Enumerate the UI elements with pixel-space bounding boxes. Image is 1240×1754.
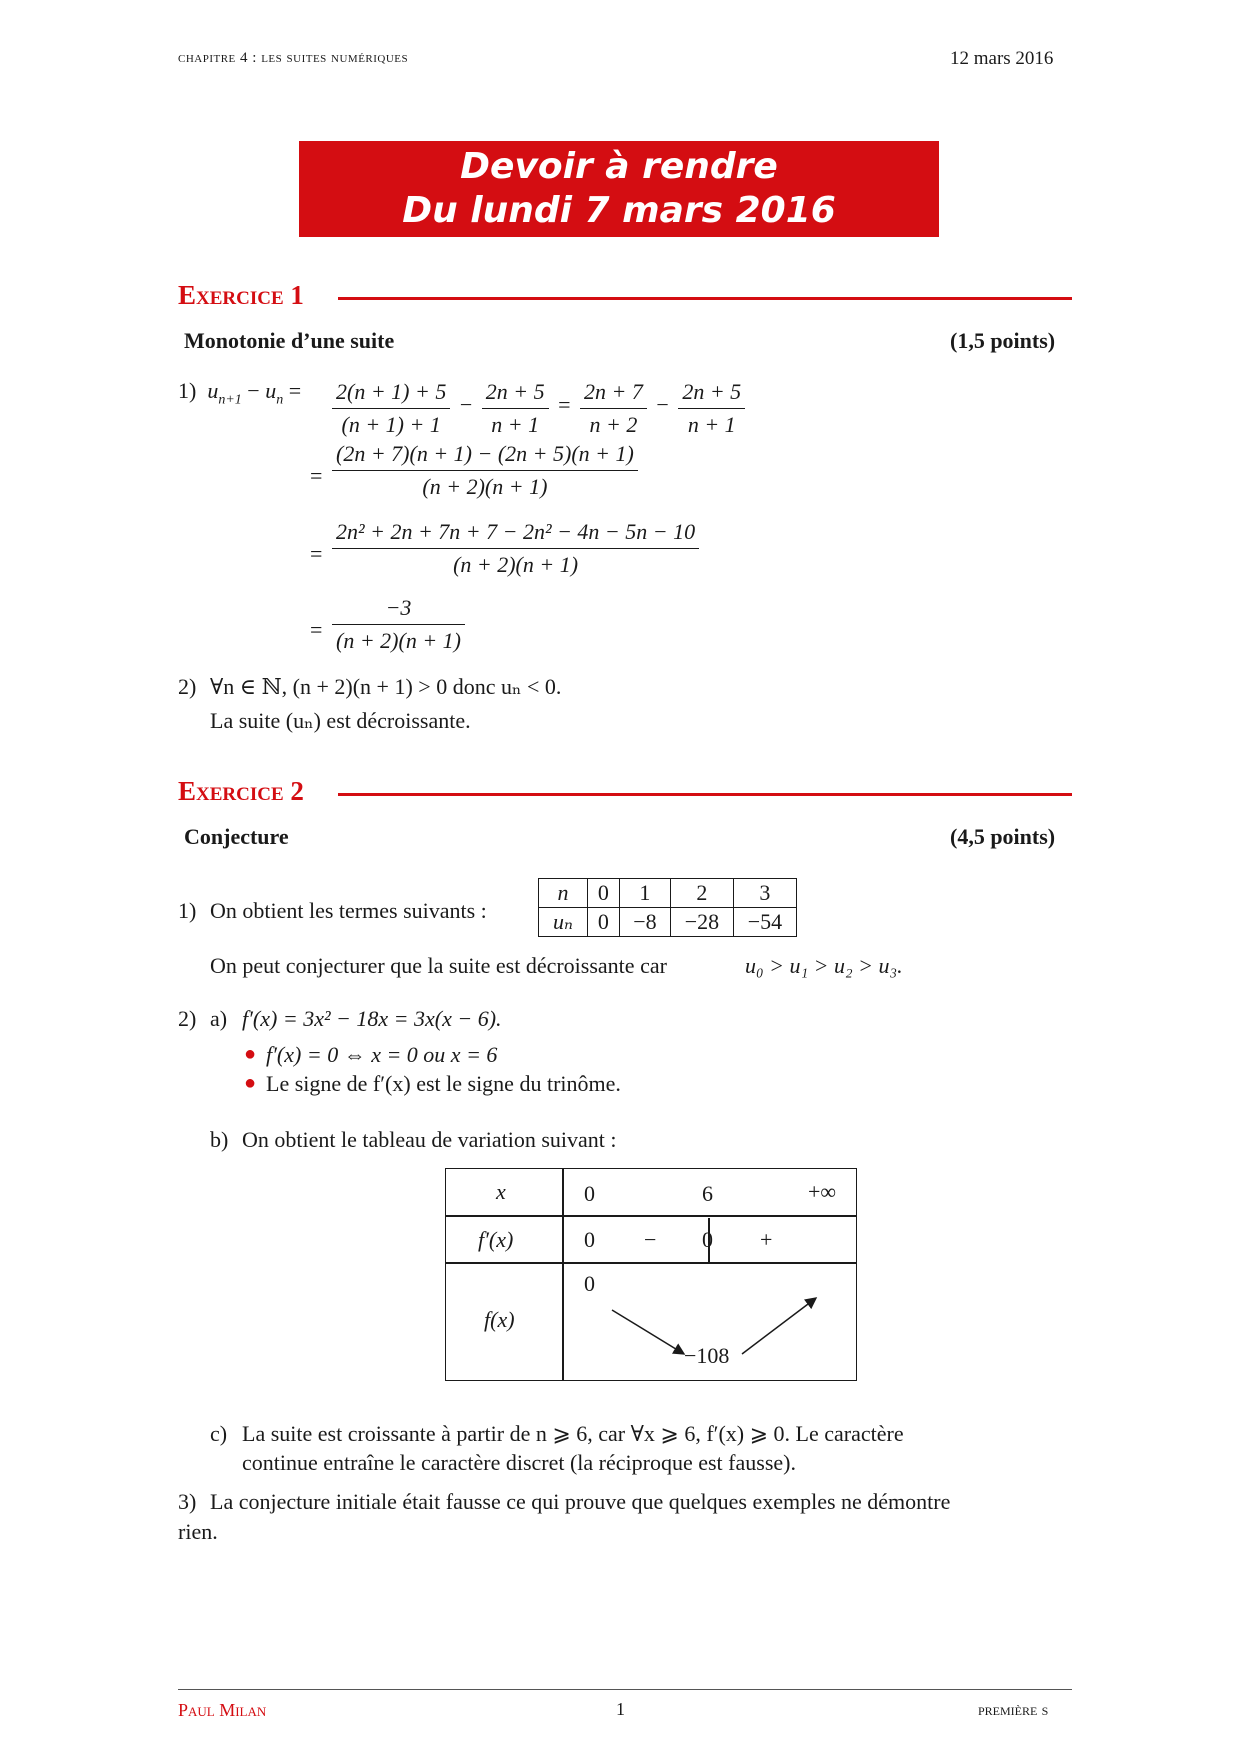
footer-rule bbox=[178, 1689, 1072, 1690]
ex1-frac-row-2 bbox=[332, 440, 638, 501]
table-cell: 1 bbox=[619, 879, 670, 908]
ex2-q3-line2: rien. bbox=[178, 1519, 218, 1544]
ex2-q3-line1: La conjecture initiale était fausse ce qui prouve que quelques exemples ne démontre bbox=[210, 1489, 951, 1514]
table-cell: −28 bbox=[670, 908, 733, 937]
ex2-q2c-line1: La suite est croissante à partir de n ⩾ 6, car ∀x ⩾ 6, f′(x) ⩾ 0. Le caractère bbox=[242, 1421, 904, 1446]
exercise-2-subtitle: Conjecture bbox=[184, 824, 289, 849]
u-symbol: u bbox=[207, 378, 219, 403]
table-row-u bbox=[539, 908, 797, 937]
vt-fprime-label: f′(x) bbox=[478, 1227, 514, 1252]
vt-x-0: 0 bbox=[584, 1181, 595, 1206]
exercise-2-points: (4,5 points) bbox=[950, 824, 1056, 849]
chapter-header: chapitre 4 : les suites numériques bbox=[178, 50, 409, 66]
ex2-q1-conclusion: On peut conjecturer que la suite est décroissante car bbox=[210, 953, 667, 978]
ex2-q2a-label: a) bbox=[210, 1006, 228, 1031]
table-cell: −8 bbox=[619, 908, 670, 937]
increasing-arrow bbox=[742, 1298, 816, 1354]
assignment-banner bbox=[299, 141, 939, 237]
table-cell: −54 bbox=[733, 908, 796, 937]
vt-minus-sign: − bbox=[644, 1227, 657, 1252]
table-header-u: uₙ bbox=[539, 908, 588, 937]
ex2-q2-label: 2) bbox=[178, 1006, 197, 1031]
vt-divider-row bbox=[445, 1215, 857, 1217]
ex2-q1-text: On obtient les termes suivants : bbox=[210, 898, 487, 923]
decreasing-arrow bbox=[612, 1310, 684, 1354]
bullet-icon: ● bbox=[244, 1072, 257, 1094]
ex2-q1-label: 1) bbox=[178, 898, 197, 923]
vt-fprime-0: 0 bbox=[584, 1227, 595, 1252]
bullet-1: f′(x) = 0 ⇔ x = 0 ou x = 6 bbox=[266, 1042, 498, 1067]
header-date: 12 mars 2016 bbox=[950, 48, 1054, 69]
ex1-frac-row-3 bbox=[332, 518, 699, 579]
ex1-q1-label: 1) bbox=[178, 378, 197, 403]
bullet-2: Le signe de f′(x) est le signe du trinôme. bbox=[266, 1071, 621, 1096]
table-cell: 3 bbox=[733, 879, 796, 908]
ex1-frac-row-4 bbox=[332, 594, 465, 655]
banner-line-1: Devoir à rendre bbox=[460, 146, 778, 187]
footer-author: Paul Milan bbox=[178, 1700, 267, 1720]
ex2-q2a-text: f′(x) = 3x² − 18x = 3x(x − 6). bbox=[242, 1006, 502, 1031]
ex2-q2c-line2: continue entraîne le caractère discret (la réciproque est fausse). bbox=[242, 1450, 796, 1475]
values-table bbox=[538, 878, 797, 937]
fraction-2: $\frac{2n + 5}{n + 1}$ bbox=[482, 378, 549, 439]
table-cell: 0 bbox=[587, 879, 619, 908]
table-cell: 0 bbox=[587, 908, 619, 937]
exercise-2-rule bbox=[338, 793, 1072, 796]
ex2-q2c-label: c) bbox=[210, 1421, 228, 1446]
ex1-q1-line1: 1) $u_{n+1} - u_n$ = bbox=[178, 378, 302, 408]
vt-plus-sign: + bbox=[760, 1227, 773, 1252]
vt-x-6: 6 bbox=[702, 1181, 713, 1206]
vt-x-label: x bbox=[496, 1179, 506, 1204]
fraction-4: $\frac{2n + 5}{n + 1}$ bbox=[678, 378, 745, 439]
fraction-6: $\frac{\text{2n² + 2n + 7n + 7 − 2n² − 4n − 5n − 10}}{(n + 2)(n + 1)}$ bbox=[332, 518, 699, 579]
bullet-icon: ● bbox=[244, 1043, 257, 1065]
exercise-2-title: Exercice 2 bbox=[178, 776, 304, 806]
ex2-q3-label: 3) bbox=[178, 1489, 197, 1514]
fraction-1: $\frac{2(n + 1) + 5}{(n + 1) + 1}$ bbox=[332, 378, 450, 439]
exercise-1-points: (1,5 points) bbox=[950, 328, 1056, 353]
exercise-1-title: Exercice 1 bbox=[178, 280, 304, 310]
ex1-q2-line2: La suite (uₙ) est décroissante. bbox=[210, 708, 471, 733]
table-header-n: n bbox=[539, 879, 588, 908]
ex1-frac-row-1: $\frac{2(n + 1) + 5}{(n + 1) + 1}$ − $\frac{2n + 5}{n + 1}$ = $\frac{2n + 7}{n + 2}$ − $\frac{2n + 5}{n + 1}$ bbox=[332, 378, 745, 439]
table-row-n bbox=[539, 879, 797, 908]
vt-f-min: −108 bbox=[684, 1343, 730, 1368]
ex2-q2b-text: On obtient le tableau de variation suivant : bbox=[242, 1127, 617, 1152]
page-number: 1 bbox=[616, 1699, 625, 1719]
ex2-q1-inequality: u₀ > u₁ > u₂ > u₃. bbox=[745, 953, 903, 978]
fraction-5: $\frac{(2n + 7)(n + 1) - (2n + 5)(n + 1)}{(n + 2)(n + 1)}$ bbox=[332, 440, 638, 501]
vt-f-label: f(x) bbox=[484, 1307, 515, 1332]
variation-arrows bbox=[562, 1262, 857, 1377]
fraction-3: $\frac{2n + 7}{n + 2}$ bbox=[580, 378, 647, 439]
ex1-q2-line1: ∀n ∈ ℕ, (n + 2)(n + 1) > 0 donc uₙ < 0. bbox=[210, 674, 562, 699]
exercise-1-rule bbox=[338, 297, 1072, 300]
table-cell: 2 bbox=[670, 879, 733, 908]
banner-line-2: Du lundi 7 mars 2016 bbox=[402, 190, 836, 231]
footer-class: première s bbox=[978, 1700, 1049, 1719]
vt-f-at-0: 0 bbox=[584, 1271, 595, 1296]
fraction-7: $\frac{-3}{(n + 2)(n + 1)}$ bbox=[332, 594, 465, 655]
vt-fprime-6: 0 bbox=[702, 1227, 713, 1252]
exercise-1-subtitle: Monotonie d’une suite bbox=[184, 328, 395, 353]
ex1-q2-label: 2) bbox=[178, 674, 197, 699]
ex2-q2b-label: b) bbox=[210, 1127, 229, 1152]
vt-x-inf: +∞ bbox=[808, 1179, 837, 1204]
